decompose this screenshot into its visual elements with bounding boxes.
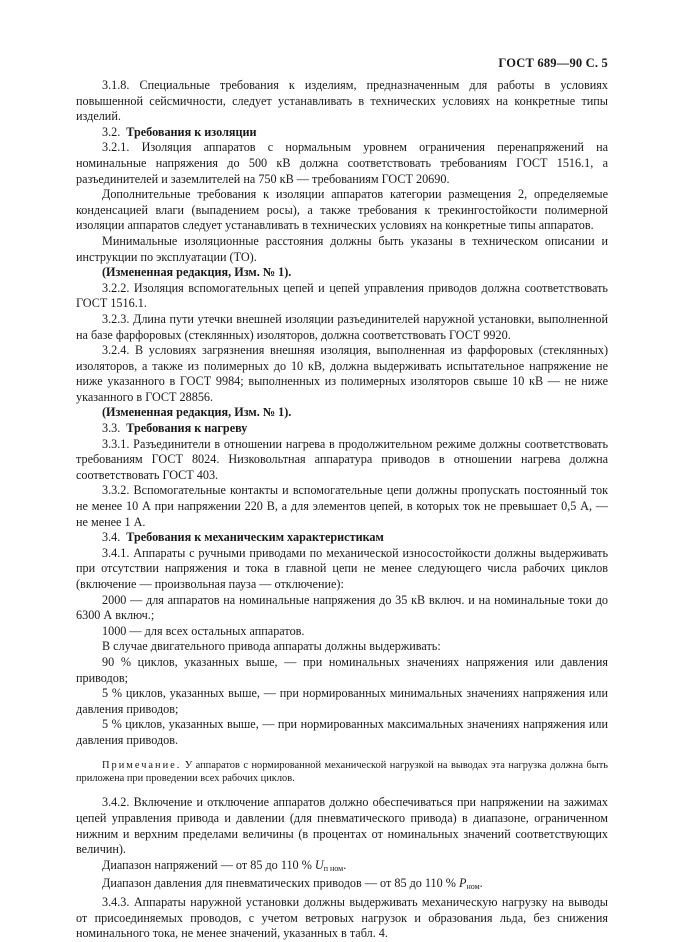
document-body (76, 78, 608, 942)
paragraph-3-3-1: 3.3.1. Разъединители в отношении нагрева в продолжительном режиме должны соответствовать требованиям ГОСТ 8024. Низковольтная аппаратура приводов в отношении нагрева должна соответствовать ГОСТ 403. (76, 436, 608, 482)
paragraph-3-2-2: 3.2.2. Изоляция вспомогательных цепей и цепей управления приводов должна соответствовать ГОСТ 1516.1. (76, 280, 608, 311)
section-heading-3-3 (76, 421, 608, 437)
paragraph-min-distances: Минимальные изоляционные расстояния должны быть указаны в техническом описании и инструкции по эксплуатации (ТО). (76, 233, 608, 264)
paragraph-1000-cycles: 1000 — для всех остальных аппаратов. (102, 623, 305, 638)
paragraph-3-3-2: 3.3.2. Вспомогательные контакты и вспомогательные цепи должны пропускать постоянный ток не менее 10 А при напряжении 220 В, а для элементов цепей, в которых ток не превышает 0,5 А, — не менее 1 А. (76, 483, 608, 529)
voltage-range (76, 858, 608, 877)
paragraph-additional-requirements: Дополнительные требования к изоляции аппаратов категории размещения 2, определяемые конденсацией влаги (выпадением росы), а также требования к трекингостойкости полимерной изоляции аппаратов следует устанавливать в технических условиях на конкретные типы аппаратов. (76, 187, 608, 233)
revision-note: (Измененная редакция, Изм. № 1). (102, 265, 292, 280)
pressure-range-end: . (479, 876, 483, 891)
note-text: У аппаратов с нормированной механической нагрузкой на выводах эта нагрузка должна быть приложена при проведении всех рабочих циклов. (76, 759, 608, 784)
paragraph-3-2-4: 3.2.4. В условиях загрязнения внешняя изоляция, выполненная из фарфоровых (стеклянных) изоляторов, а также из полимерных до 10 кВ, должна выдерживать испытательное напряжение не ниже указанного в ГОСТ 9984; выполненных из полимерных изоляторов свыше 10 кВ — не ниже указанного в ГОСТ 28856. (76, 343, 608, 404)
paragraph-2000-cycles: 2000 — для аппаратов на номинальные напряжения до 35 кВ включ. и на номинальные токи до 6300 А включ.; (76, 592, 608, 623)
page-header: ГОСТ 689—90 С. 5 (498, 56, 608, 70)
pressure-subscript: ном (466, 882, 480, 892)
paragraph-5-percent-max: 5 % циклов, указанных выше, — при нормированных максимальных значениях напряжения или давления приводов. (76, 717, 608, 747)
note (76, 759, 608, 786)
paragraph-5-percent-min: 5 % циклов, указанных выше, — при нормированных минимальных значениях напряжения или давления приводов; (76, 686, 608, 716)
pressure-symbol: P (459, 876, 467, 891)
paragraph-3-2-1: 3.2.1. Изоляция аппаратов с нормальным уровнем ограничения перенапряжений на номинальные напряжения до 500 кВ должна соответствовать требованиям ГОСТ 1516.1, а разъединителей и заземлителей на 750 кВ — требованиям ГОСТ 20690. (76, 140, 608, 186)
section-title: Требования к механическим характеристикам (126, 530, 384, 545)
section-title: Требования к изоляции (126, 124, 257, 139)
paragraph-motor-drive: В случае двигательного привода аппараты должны выдерживать: (102, 639, 441, 654)
section-number: 3.4. (102, 530, 121, 545)
section-title: Требования к нагреву (126, 421, 248, 436)
section-number: 3.2. (102, 124, 121, 139)
section-heading-3-2 (76, 125, 608, 141)
pressure-range (76, 876, 608, 895)
paragraph-3-4-2: 3.4.2. Включение и отключение аппаратов должно обеспечиваться при напряжении на зажимах цепей управления привода и давлении (для пневматического привода) в диапазоне, ограниченном нижним и верхним пределами величины (в процентах от номинальных значений соответствующих величин). (76, 795, 608, 857)
section-heading-3-4 (76, 530, 608, 546)
revision-note: (Измененная редакция, Изм. № 1). (102, 405, 292, 420)
note-label: Примечание. (102, 759, 182, 771)
pressure-range-text: Диапазон давления для пневматических приводов — от 85 до 110 % (102, 876, 459, 891)
section-number: 3.3. (102, 421, 121, 436)
paragraph-3-1-8: 3.1.8. Специальные требования к изделиям, предназначенным для работы в условиях повышенной сейсмичности, следует устанавливать в технических условиях на конкретные типы изделий. (76, 78, 608, 124)
paragraph-90-percent: 90 % циклов, указанных выше, — при номинальных значениях напряжения или давления приводов; (76, 654, 608, 685)
paragraph-3-4-3: 3.4.3. Аппараты наружной установки должны выдерживать механическую нагрузку на выводы от присоединяемых проводов, с учетом ветровых нагрузок и образования льда, без снижения номинального тока, не менее значений, указанных в табл. 4. (76, 894, 608, 941)
voltage-range-end: . (343, 857, 347, 872)
paragraph-3-2-3: 3.2.3. Длина пути утечки внешней изоляции разъединителей наружной установки, выполненной на базе фарфоровых (стеклянных) изоляторов, должна соответствовать ГОСТ 9920. (76, 311, 608, 342)
voltage-subscript: п ном (323, 863, 344, 873)
voltage-symbol: U (314, 857, 324, 872)
voltage-range-text: Диапазон напряжений — от 85 до 110 % (102, 857, 315, 872)
paragraph-3-4-1: 3.4.1. Аппараты с ручными приводами по механической износостойкости должны выдерживать при отсутствии напряжения и тока в главной цепи не менее следующего числа рабочих циклов (включение — произвольная пауза — отключение): (76, 545, 608, 591)
